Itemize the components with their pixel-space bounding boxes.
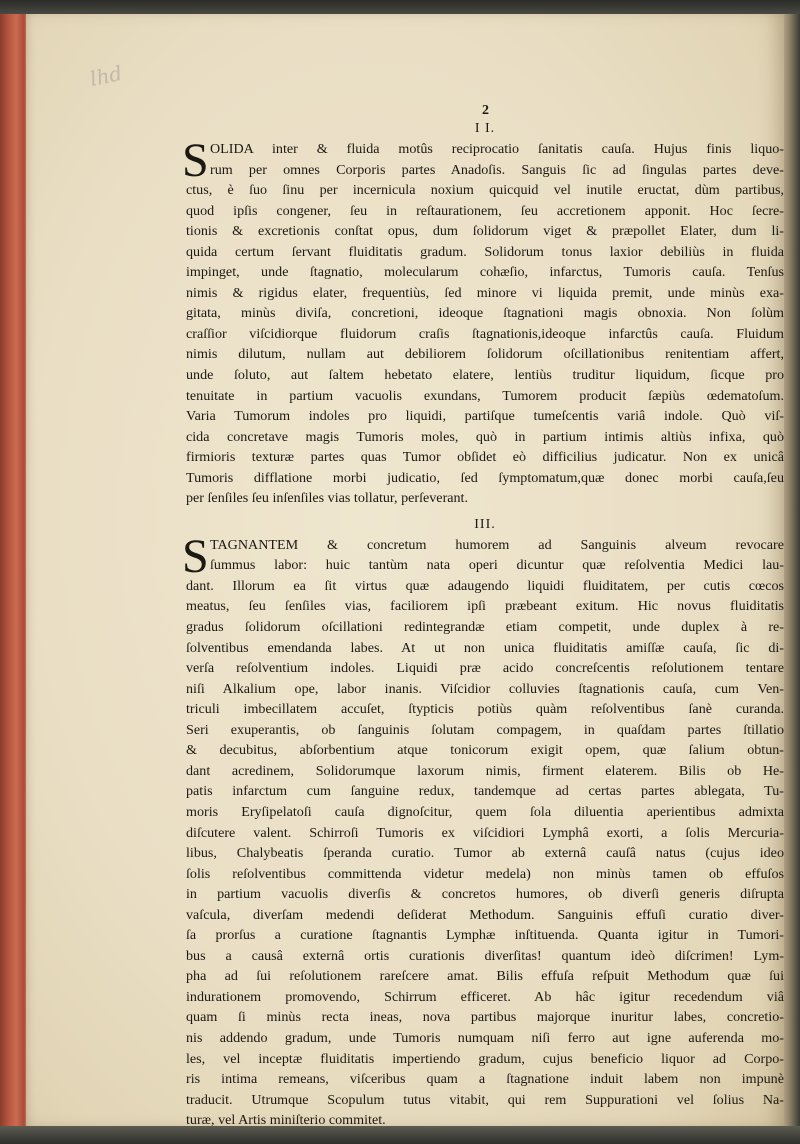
page-text	[182, 103, 784, 1131]
text-line: in partium vacuolis diverſis & concretos humores, ob diverſi generis diſrupta	[186, 886, 784, 903]
text-line: craſſior viſcidiorque fluidorum craſis ſtagnationis,ideoque infarctûs cauſa. Fluidum	[186, 325, 784, 342]
text-line: Tumoris difflatione morbi judicatio, ſed ſymptomatum,quæ donec morbi cauſa,ſeu	[186, 469, 784, 486]
text-line: gradus ſolidorum oſcillationi redintegrandæ etiam competit, unde duplex à re-	[186, 619, 784, 636]
text-line: OLIDA inter & fluida motûs reciprocatio ſanitatis cauſa. Hujus finis liquo-	[210, 141, 784, 157]
paragraph-section-3	[182, 529, 784, 1131]
text-line: les, vel inceptæ fluiditatis impertiendo gradum, cujus beneficio liquor ad Corpo-	[186, 1050, 784, 1067]
text-line: nimis & rigidus elater, frequentiùs, ſed minore vi liquida premit, unde minùs exa-	[186, 284, 784, 301]
paragraph-section-2	[182, 134, 784, 509]
text-line: quam ſi minùs recta ineas, nova partibus majorque inuritur labes, concretio-	[186, 1009, 784, 1026]
text-line: nis addendo gradum, unde Tumoris numquam niſi ferro aut igne auferenda mo-	[186, 1029, 784, 1046]
text-line: gitata, minùs diviſa, concretioni, ideoque ſtagnationi magis obnoxia. Non ſolùm	[186, 305, 784, 322]
text-line: niſi Alkalium ope, labor inanis. Viſcidior colluvies ſtagnationis cauſa, cum Ven-	[186, 680, 784, 697]
text-line: turæ, vel Artis miniſterio commitet.	[186, 1112, 386, 1129]
text-line: rum per omnes Corporis partes Anadoſis. Sanguis ſic ad ſingulas partes deve-	[210, 161, 784, 178]
text-line: Seri exuperantis, ob ſanguinis ſolutam compagem, in quaſdam partes ſtillatio	[186, 721, 784, 738]
text-line: quida certum ſervant fluiditatis gradum. Solidorum tonus laxior debiliùs in fluida	[186, 243, 784, 260]
text-line: indurationem promovendo, Schirrum efficeret. Ab hâc igitur recedendum viâ	[186, 988, 784, 1005]
pencil-annotation: lhd	[87, 60, 125, 92]
text-line: diſcutere valent. Schirroſi Tumoris ex viſcidiori Lymphâ exorti, a ſolis Mercuria-	[186, 824, 784, 841]
text-line: libus, Chalybeatis ſperanda curatio. Tumor ab externâ cauſâ natus (cujus ideo	[186, 845, 784, 862]
text-line: & decubitus, abſorbentium atque tonicorum exigit opem, quæ ſalium obtun-	[186, 742, 784, 759]
text-line: pha ad ſui reſolutionem rareſcere amat. Bilis effuſa reſpuit Methodum quæ ſui	[186, 968, 784, 985]
text-line: unde ſoluto, aut ſaltem hebetato elatere, lentiùs truditur liquidum, ſicque pro	[186, 367, 784, 384]
text-line: firmioris texturæ partes quas Tumor obſidet eò difficilius judicatur. Non ex unicâ	[186, 449, 784, 466]
text-line: ris intima remeans, viſceribus quam a ſtagnatione induit labem non impunè	[186, 1071, 784, 1088]
text-line: Varia Tumorum indoles pro liquidi, partiſque tumeſcentis variâ indole. Quò viſ-	[186, 408, 784, 425]
text-line: quod ipſis congener, ſeu in reſtaurationem, ſeu accretionem apponit. Hoc ſecre-	[186, 202, 784, 219]
text-line: verſa reſolventium indoles. Liquidi præ acido concreſcentis reſolutionem tentare	[186, 660, 784, 677]
text-line: nimis dilutum, nullam aut debiliorem ſolidorum oſcillationibus renitentiam affert,	[186, 346, 784, 363]
text-line: ctus, è ſuo ſinu per incernicula noxium quicquid vel inutile eructat, dùm partibus,	[186, 182, 784, 199]
text-line: moris Eryſipelatoſi cauſa dignoſcitur, quem ſola diluentia aperientibus admixta	[186, 803, 784, 820]
text-line: patis infarctum cum ſanguine redux, tandemque ad certas partes ablegata, Tu-	[186, 783, 784, 800]
text-line: traducit. Utrumque Scopulum tutus vitabit, qui rem Suppurationi vel ſolius Na-	[186, 1091, 784, 1108]
section-heading-2: I I.	[474, 121, 496, 136]
text-line: cida concretave magis Tumoris moles, quò in partium intimis altiùs infixa, quò	[186, 428, 784, 445]
text-line: impinget, unde ſtagnatio, molecularum cohæſio, infarctus, Tumoris cauſa. Tenſus	[186, 264, 784, 281]
text-line: ſolis reſolventibus committenda videtur medela) non minùs tamen ob effuſos	[186, 865, 784, 882]
text-line: vaſcula, diverſam medendi deſiderat Methodum. Sanguinis effuſi curatio diver-	[186, 906, 784, 923]
text-line: tionis & excretionis conſtat opus, dum ſolidorum viget & præpollet Elater, dum li-	[186, 223, 784, 240]
section-heading-3: III.	[474, 516, 496, 532]
text-line: bus a causâ externâ ortis curationis diverſitas! quantum ideò diſcrimen! Lym-	[186, 947, 784, 964]
text-line: ſolventibus emendanda labes. At ut non unica fluiditatis amiſſæ cauſa, ſic di-	[186, 639, 784, 656]
drop-cap: S	[182, 134, 209, 187]
text-line: triculi imbecillatem accuſet, ſtypticis potiùs quàm reſolventibus ſanè curanda.	[186, 701, 784, 718]
text-line: meatus, ſeu ſenſiles vias, faciliorem ipſi præbeant exitum. Hic novus fluiditatis	[186, 598, 784, 615]
text-line: dant acredinem, Solidorumque laxorum nimis, firment elaterem. Bilis ob He-	[186, 762, 784, 779]
text-line: ſa prorſus a curatione ſtagnantis Lymphæ inſtituenda. Quanta igitur in Tumori-	[186, 927, 784, 944]
text-line: ſummus labor: huic tantùm nata operi dicuntur quæ reſolventia Medici lau-	[210, 557, 784, 574]
text-line: per ſenſiles ſeu inſenſiles vias tollatur, perſeverant.	[186, 490, 468, 507]
binding-gutter	[782, 14, 800, 1129]
text-line: tenuitate in partium vacuolis exundans, Tumorem producit ſæpiùs œdematoſum.	[186, 387, 784, 404]
drop-cap: S	[182, 529, 209, 583]
text-line: dant. Illorum ea ſit virtus quæ adaugendo liquidi fluiditatem, per cutis cœcos	[186, 577, 784, 594]
page-number: 2	[482, 103, 489, 118]
text-line: TAGNANTEM & concretum humorem ad Sanguinis alveum revocare	[210, 536, 784, 553]
